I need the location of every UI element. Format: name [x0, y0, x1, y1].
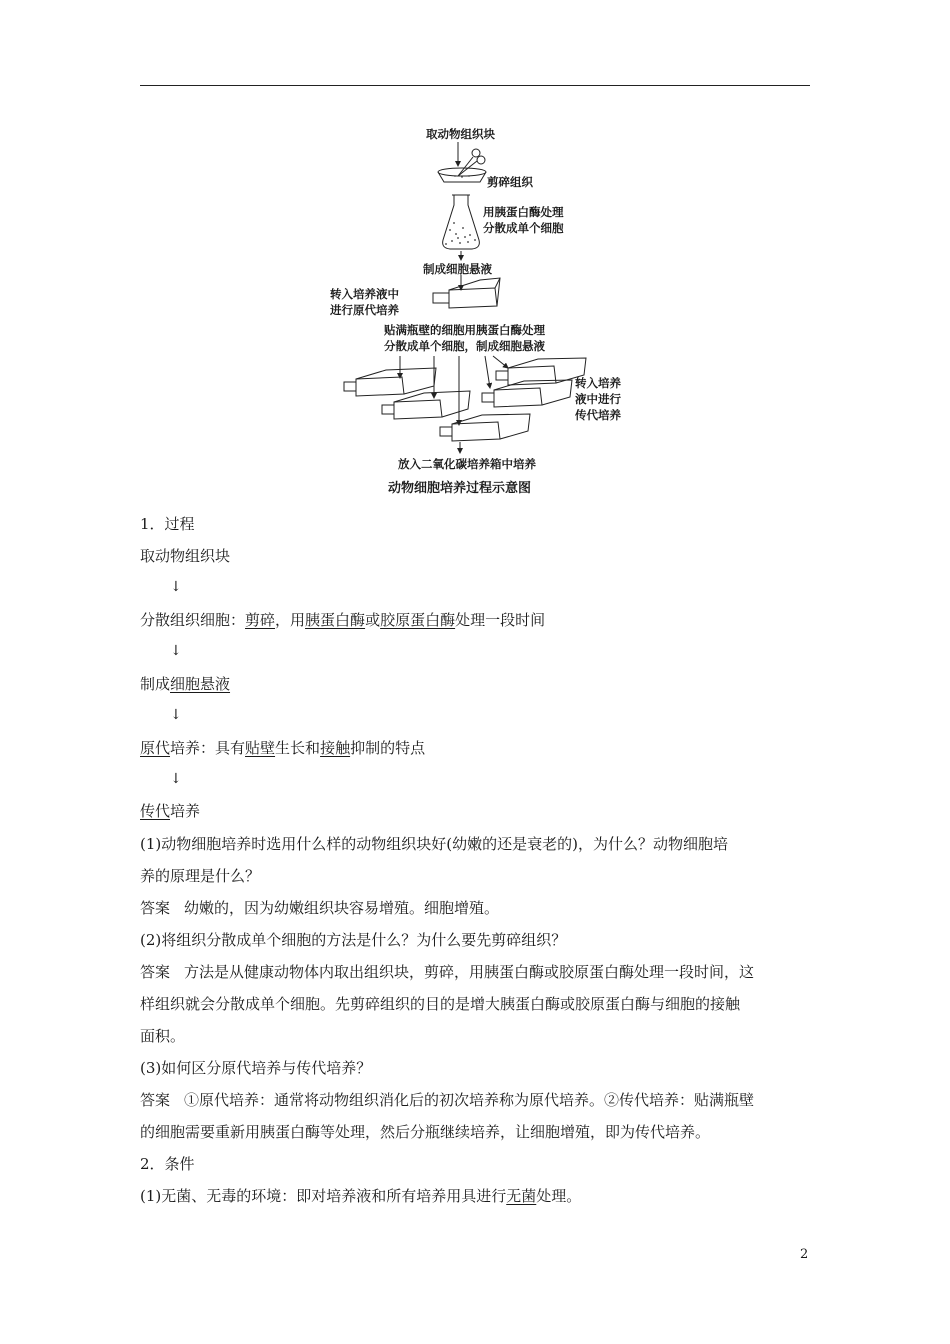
- flow-arrow-1: ↓: [170, 579, 182, 595]
- page-number: 2: [800, 1247, 809, 1262]
- label-primary-1: 转入培养液中: [330, 287, 399, 301]
- label-take-tissue: 取动物组织块: [426, 127, 495, 141]
- label-wall-2: 分散成单个细胞，制成细胞悬液: [384, 339, 545, 353]
- subculture-bottle-icon-2: [382, 391, 470, 419]
- question-3: (3)如何区分原代培养与传代培养？: [140, 1059, 372, 1077]
- petri-dish-icon: [438, 168, 486, 182]
- header-rule: [140, 85, 810, 86]
- process-step-4: 原代培养：具有贴壁生长和接触抑制的特点: [140, 739, 426, 757]
- answer-2-line-3: 面积。: [140, 1027, 186, 1045]
- flow-arrow-4: ↓: [170, 771, 182, 787]
- flask-icon: [443, 195, 480, 249]
- subculture-bottle-icon-1: [344, 368, 436, 396]
- answer-2-line-1: 答案 方法是从健康动物体内取出组织块，剪碎，用胰蛋白酶或胶原蛋白酶处理一段时间，这: [140, 963, 755, 981]
- diagram-svg: [140, 120, 810, 505]
- conditions-heading: 2．条件: [140, 1155, 195, 1173]
- label-primary-2: 进行原代培养: [330, 303, 399, 317]
- process-step-2: 分散组织细胞：剪碎，用胰蛋白酶或胶原蛋白酶处理一段时间: [140, 611, 546, 629]
- label-co2: 放入二氧化碳培养箱中培养: [398, 457, 536, 471]
- flow-arrow-3: ↓: [170, 707, 182, 723]
- flow-arrow-2: ↓: [170, 643, 182, 659]
- label-sub-1: 转入培养: [575, 376, 621, 390]
- condition-1: (1)无菌、无毒的环境：即对培养液和所有培养用具进行无菌处理。: [140, 1187, 582, 1205]
- answer-1: 答案 幼嫩的，因为幼嫩组织块容易增殖。细胞增殖。: [140, 899, 500, 917]
- question-1-line-2: 养的原理是什么？: [140, 867, 261, 885]
- label-wall-1: 贴满瓶壁的细胞用胰蛋白酶处理: [384, 323, 545, 337]
- label-mince: 剪碎组织: [487, 175, 533, 189]
- cell-culture-diagram: [140, 120, 810, 505]
- process-step-1: 取动物组织块: [140, 547, 231, 565]
- question-1-line-1: (1)动物细胞培养时选用什么样的动物组织块好(幼嫩的还是衰老的)，为什么？动物细胞培: [140, 835, 728, 853]
- scissors-icon: [458, 149, 485, 176]
- answer-2-line-2: 样组织就会分散成单个细胞。先剪碎组织的目的是增大胰蛋白酶或胶原蛋白酶与细胞的接触: [140, 995, 741, 1013]
- cell-dots: [445, 175, 476, 245]
- subculture-bottle-icon-5: [440, 414, 530, 441]
- answer-3-line-2: 的细胞需要重新用胰蛋白酶等处理，然后分瓶继续培养，让细胞增殖，即为传代培养。: [140, 1123, 711, 1141]
- answer-3-line-1: 答案 ①原代培养：通常将动物组织消化后的初次培养称为原代培养。②传代培养：贴满瓶壁: [140, 1091, 755, 1109]
- label-trypsin-2: 分散成单个细胞: [483, 221, 564, 235]
- primary-culture-bottle-icon: [433, 278, 500, 308]
- label-suspension: 制成细胞悬液: [423, 262, 492, 276]
- label-trypsin-1: 用胰蛋白酶处理: [483, 205, 564, 219]
- label-sub-3: 传代培养: [575, 408, 621, 422]
- process-step-3: 制成细胞悬液: [140, 675, 231, 693]
- figure-caption: 动物细胞培养过程示意图: [388, 481, 532, 496]
- process-heading: 1．过程: [140, 515, 195, 533]
- question-2: (2)将组织分散成单个细胞的方法是什么？为什么要先剪碎组织？: [140, 931, 567, 949]
- process-step-5: 传代培养: [140, 802, 201, 820]
- label-sub-2: 液中进行: [575, 392, 621, 406]
